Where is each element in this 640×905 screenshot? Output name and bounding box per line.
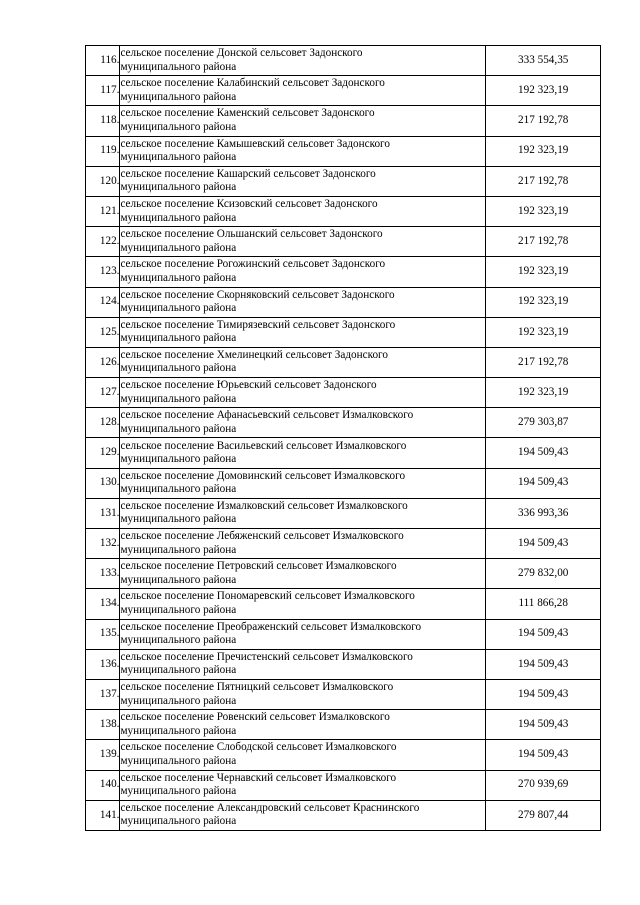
settlement-name-line2: муниципального района	[120, 754, 237, 767]
settlement-name	[120, 76, 486, 106]
table-row	[86, 438, 601, 468]
amount-cell: 194 509,43	[486, 710, 601, 740]
settlement-name-line1: сельское поселение Петровский сельсовет Измалковского	[120, 560, 397, 573]
table-row	[86, 468, 601, 498]
table-row	[86, 589, 601, 619]
row-number: 123.	[86, 257, 120, 287]
amount-cell: 194 509,43	[486, 649, 601, 679]
settlement-name-line2: муниципального района	[120, 271, 237, 284]
amount-cell: 194 509,43	[486, 468, 601, 498]
table-row	[86, 287, 601, 317]
settlement-name-line1: сельское поселение Пономаревский сельсовет Измалковского	[120, 590, 415, 603]
settlement-name-line2: муниципального района	[120, 90, 237, 103]
settlement-name-line2: муниципального района	[120, 151, 237, 164]
row-number: 138.	[86, 710, 120, 740]
table-row	[86, 347, 601, 377]
settlement-name-line2: муниципального района	[120, 543, 237, 556]
row-number: 132.	[86, 529, 120, 559]
amount-cell: 270 939,69	[486, 770, 601, 800]
table-row	[86, 378, 601, 408]
settlement-name	[120, 589, 486, 619]
settlement-name-line1: сельское поселение Камышевский сельсовет Задонского	[120, 137, 390, 150]
settlement-name-line2: муниципального района	[120, 453, 237, 466]
settlement-name-line1: сельское поселение Чернавский сельсовет Измалковского	[120, 771, 397, 784]
row-number: 141.	[86, 800, 120, 830]
settlement-name-line2: муниципального района	[120, 573, 237, 586]
table-row	[86, 619, 601, 649]
table-row	[86, 317, 601, 347]
settlement-name-line2: муниципального района	[120, 634, 237, 647]
settlement-name	[120, 770, 486, 800]
settlement-name-line1: сельское поселение Александровский сельсовет Краснинского	[120, 801, 420, 814]
table-row	[86, 649, 601, 679]
settlement-name-line2: муниципального района	[120, 211, 237, 224]
settlement-name-line1: сельское поселение Скорняковский сельсовет Задонского	[120, 288, 395, 301]
settlement-name	[120, 649, 486, 679]
amount-cell: 279 807,44	[486, 800, 601, 830]
settlement-name	[120, 378, 486, 408]
settlement-name-line1: сельское поселение Домовинский сельсовет Измалковского	[120, 469, 406, 482]
amount-cell: 217 192,78	[486, 106, 601, 136]
settlement-name	[120, 106, 486, 136]
settlement-name-line2: муниципального района	[120, 785, 237, 798]
settlement-name-line2: муниципального района	[120, 181, 237, 194]
table-row	[86, 196, 601, 226]
settlement-name-line2: муниципального района	[120, 60, 237, 73]
settlement-name-line1: сельское поселение Кашарский сельсовет Задонского	[120, 167, 376, 180]
row-number: 131.	[86, 498, 120, 528]
settlement-name-line1: сельское поселение Васильевский сельсовет Измалковского	[120, 439, 407, 452]
amount-cell: 336 993,36	[486, 498, 601, 528]
settlement-name-line2: муниципального района	[120, 332, 237, 345]
row-number: 137.	[86, 679, 120, 709]
settlement-name-line1: сельское поселение Измалковский сельсовет Измалковского	[120, 499, 408, 512]
settlement-name-line1: сельское поселение Калабинский сельсовет Задонского	[120, 77, 385, 90]
amount-cell: 192 323,19	[486, 136, 601, 166]
settlement-name	[120, 227, 486, 257]
table-row	[86, 770, 601, 800]
table-row	[86, 106, 601, 136]
settlement-name-line1: сельское поселение Каменский сельсовет Задонского	[120, 107, 375, 120]
settlement-name-line2: муниципального района	[120, 815, 237, 828]
settlement-name-line2: муниципального района	[120, 513, 237, 526]
settlement-name-line2: муниципального района	[120, 694, 237, 707]
settlement-name-line2: муниципального района	[120, 724, 237, 737]
settlement-name-line2: муниципального района	[120, 241, 237, 254]
settlement-name	[120, 619, 486, 649]
settlement-name-line2: муниципального района	[120, 422, 237, 435]
table-row	[86, 257, 601, 287]
amount-cell: 192 323,19	[486, 196, 601, 226]
table-row	[86, 166, 601, 196]
allocation-table	[85, 45, 601, 831]
settlement-name-line1: сельское поселение Тимирязевский сельсовет Задонского	[120, 318, 396, 331]
row-number: 127.	[86, 378, 120, 408]
row-number: 117.	[86, 76, 120, 106]
settlement-name-line1: сельское поселение Ровенский сельсовет Измалковского	[120, 711, 390, 724]
amount-cell: 217 192,78	[486, 347, 601, 377]
settlement-name-line1: сельское поселение Слободской сельсовет Измалковского	[120, 741, 397, 754]
amount-cell: 192 323,19	[486, 287, 601, 317]
amount-cell: 194 509,43	[486, 679, 601, 709]
row-number: 134.	[86, 589, 120, 619]
table-row	[86, 710, 601, 740]
row-number: 140.	[86, 770, 120, 800]
amount-cell: 194 509,43	[486, 740, 601, 770]
amount-cell: 192 323,19	[486, 378, 601, 408]
row-number: 120.	[86, 166, 120, 196]
settlement-name-line1: сельское поселение Пятницкий сельсовет Измалковского	[120, 681, 394, 694]
settlement-name	[120, 438, 486, 468]
row-number: 116.	[86, 46, 120, 76]
amount-cell: 194 509,43	[486, 529, 601, 559]
settlement-name-line1: сельское поселение Преображенский сельсовет Измалковского	[120, 620, 422, 633]
amount-cell: 192 323,19	[486, 317, 601, 347]
amount-cell: 217 192,78	[486, 227, 601, 257]
row-number: 139.	[86, 740, 120, 770]
row-number: 128.	[86, 408, 120, 438]
settlement-name-line2: муниципального района	[120, 603, 237, 616]
settlement-name	[120, 468, 486, 498]
row-number: 136.	[86, 649, 120, 679]
settlement-name	[120, 408, 486, 438]
settlement-name-line1: сельское поселение Юрьевский сельсовет Задонского	[120, 379, 377, 392]
settlement-name-line2: муниципального района	[120, 664, 237, 677]
table-row	[86, 679, 601, 709]
amount-cell: 194 509,43	[486, 438, 601, 468]
settlement-name	[120, 710, 486, 740]
amount-cell: 279 832,00	[486, 559, 601, 589]
table-row	[86, 46, 601, 76]
settlement-name-line2: муниципального района	[120, 120, 237, 133]
row-number: 125.	[86, 317, 120, 347]
settlement-name	[120, 46, 486, 76]
row-number: 122.	[86, 227, 120, 257]
table-row	[86, 136, 601, 166]
settlement-name	[120, 136, 486, 166]
row-number: 135.	[86, 619, 120, 649]
settlement-name	[120, 559, 486, 589]
row-number: 130.	[86, 468, 120, 498]
settlement-name-line1: сельское поселение Ксизовский сельсовет Задонского	[120, 198, 378, 211]
settlement-name-line2: муниципального района	[120, 483, 237, 496]
settlement-name	[120, 257, 486, 287]
settlement-name-line1: сельское поселение Донской сельсовет Задонского	[120, 47, 363, 60]
row-number: 118.	[86, 106, 120, 136]
row-number: 119.	[86, 136, 120, 166]
settlement-name	[120, 317, 486, 347]
settlement-name-line1: сельское поселение Лебяженский сельсовет Измалковского	[120, 530, 404, 543]
settlement-name-line1: сельское поселение Афанасьевский сельсовет Измалковского	[120, 409, 414, 422]
settlement-name-line1: сельское поселение Хмелинецкий сельсовет Задонского	[120, 348, 388, 361]
table-row	[86, 740, 601, 770]
table-row	[86, 408, 601, 438]
row-number: 124.	[86, 287, 120, 317]
row-number: 133.	[86, 559, 120, 589]
settlement-name-line2: муниципального района	[120, 302, 237, 315]
table-row	[86, 800, 601, 830]
amount-cell: 192 323,19	[486, 257, 601, 287]
amount-cell: 279 303,87	[486, 408, 601, 438]
settlement-name-line1: сельское поселение Пречистенский сельсовет Измалковского	[120, 650, 413, 663]
table-row	[86, 227, 601, 257]
settlement-name	[120, 347, 486, 377]
settlement-name	[120, 498, 486, 528]
amount-cell: 111 866,28	[486, 589, 601, 619]
table-row	[86, 529, 601, 559]
amount-cell: 333 554,35	[486, 46, 601, 76]
table-row	[86, 498, 601, 528]
settlement-name	[120, 287, 486, 317]
settlement-name	[120, 679, 486, 709]
settlement-name	[120, 529, 486, 559]
table-row	[86, 76, 601, 106]
table-body	[86, 46, 601, 831]
amount-cell: 217 192,78	[486, 166, 601, 196]
settlement-name-line2: муниципального района	[120, 392, 237, 405]
amount-cell: 194 509,43	[486, 619, 601, 649]
settlement-name	[120, 196, 486, 226]
table-row	[86, 559, 601, 589]
row-number: 121.	[86, 196, 120, 226]
settlement-name	[120, 166, 486, 196]
amount-cell: 192 323,19	[486, 76, 601, 106]
settlement-name-line1: сельское поселение Рогожинский сельсовет Задонского	[120, 258, 386, 271]
settlement-name-line1: сельское поселение Ольшанский сельсовет Задонского	[120, 228, 383, 241]
row-number: 126.	[86, 347, 120, 377]
settlement-name-line2: муниципального района	[120, 362, 237, 375]
row-number: 129.	[86, 438, 120, 468]
settlement-name	[120, 740, 486, 770]
settlement-name	[120, 800, 486, 830]
